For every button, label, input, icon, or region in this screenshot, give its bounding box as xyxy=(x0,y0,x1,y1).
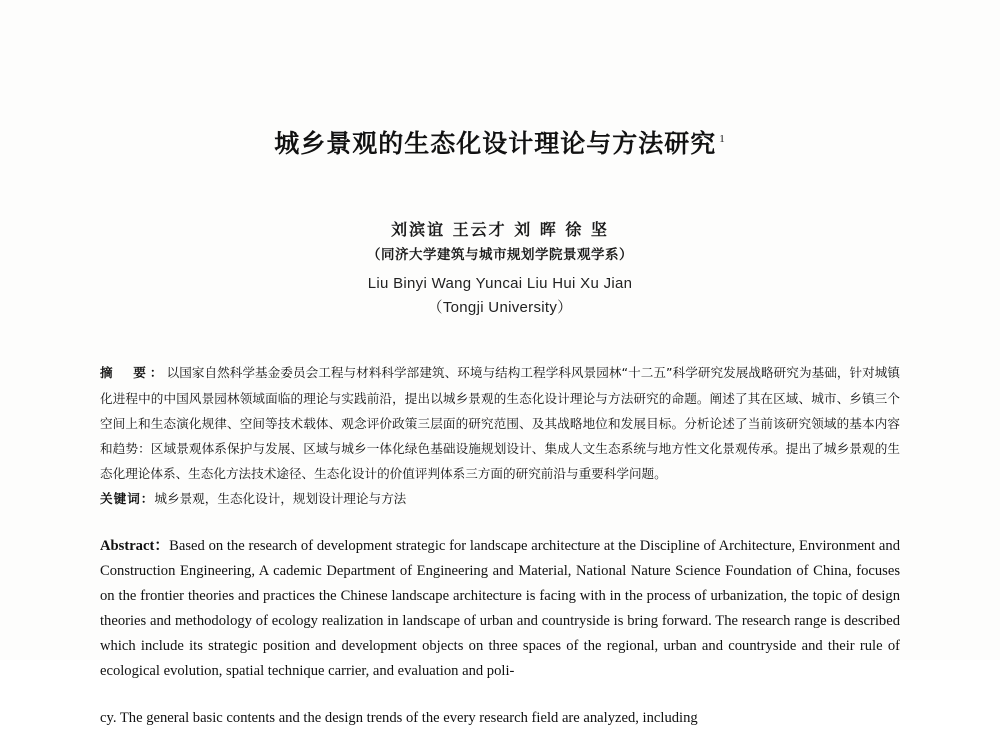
affiliation-en: （Tongji University） xyxy=(427,299,573,317)
keywords-cn xyxy=(100,486,900,511)
keywords-cn-label: 关键词： xyxy=(100,491,155,507)
abstract-cn xyxy=(100,360,900,486)
affiliation-cn: （同济大学建筑与城市规划学院景观学系） xyxy=(367,246,633,263)
abstract-en-label: Abstract： xyxy=(100,537,170,554)
page-title xyxy=(274,129,726,159)
authors-cn: 刘滨谊 王云才 刘 晖 徐 坚 xyxy=(391,219,609,239)
title-block xyxy=(100,0,900,176)
page-title-text: 城乡景观的生态化设计理论与方法研究 xyxy=(274,128,717,158)
authors-en: Liu Binyi Wang Yuncai Liu Hui Xu Jian xyxy=(367,275,633,293)
abstract-en-clipped-text: cy. The general basic contents and the design trends of the every research field are analyzed, including xyxy=(100,710,698,727)
abstract-en-text: Based on the research of development strategic for landscape architecture at the Discipline of Architecture, Environment and Construction Engineering, A cademic Department of Engineering and Material, National Nature Science Foundation of China, focuses on the frontier theories and practices the Chinese landscape architecture is facing with in the process of urbanization, the topic of design theories and methodology of ecology realization in landscape of urban and countryside is bring forward. The research range is described which include its strategic position and development objects on three spaces of the regional, urban and countryside and their rule of ecological evolution, spatial technique carrier, and evaluation and poli- xyxy=(100,537,900,680)
abstract-cn-label: 摘 要： xyxy=(100,365,167,381)
abstract-en-clipped-line xyxy=(100,706,900,731)
abstract-en xyxy=(100,534,900,685)
abstract-cn-text: 以国家自然科学基金委员会工程与材料科学部建筑、环境与结构工程学科风景园林“十二五”科学研究发展战略研究为基础，针对城镇化进程中的中国风景园林领域面临的理论与实践前沿，提出以城乡景观的生态化设计理论与方法研究的命题。阐述了其在区域、城市、乡镇三个空间上和生态演化规律、空间等技术载体、观念评价政策三层面的研究范围、及其战略地位和发展目标。分析论述了当前该研究领域的基本内容和趋势：区域景观体系保护与发展、区域与城乡一体化绿色基础设施规划设计、集成人文生态系统与地方性文化景观传承。提出了城乡景观的生态化理论体系、生态化方法技术途径、生态化设计的价值评判体系三方面的研究前沿与重要科学问题。 xyxy=(100,365,900,482)
title-footnote-marker: 1 xyxy=(719,133,726,146)
authors-block xyxy=(100,218,900,321)
keywords-cn-text: 城乡景观，生态化设计，规划设计理论与方法 xyxy=(154,491,407,507)
